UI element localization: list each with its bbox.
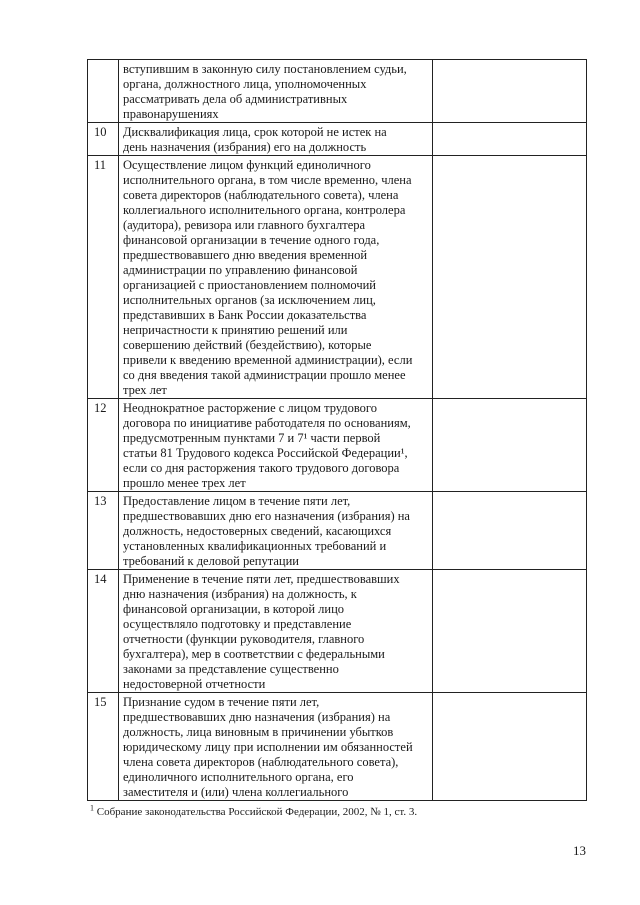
empty-cell [433, 123, 587, 156]
table-row [88, 693, 587, 801]
row-number [88, 60, 119, 123]
text-line: совершению действий (бездействию), которые [123, 338, 372, 352]
text-line: (аудитора), ревизора или главного бухгалтера [123, 218, 366, 232]
text-line: со дня введения такой администрации прошло менее [123, 368, 406, 382]
text-line: Применение в течение пяти лет, предшествовавших [123, 572, 400, 586]
text-line: требований к деловой репутации [123, 554, 299, 568]
row-number: 10 [88, 123, 119, 156]
text-line: трех лет [123, 383, 167, 397]
text-line: заместителя и (или) члена коллегиального [123, 785, 349, 799]
text-line: предусмотренным пунктами 7 и 7¹ части первой [123, 431, 381, 445]
footnote-rule [90, 800, 250, 801]
empty-cell [433, 492, 587, 570]
empty-cell [433, 60, 587, 123]
text-line: рассматривать дела об административных [123, 92, 348, 106]
text-line: юридическому лицу при исполнении им обязанностей [123, 740, 413, 754]
text-line: день назначения (избрания) его на должность [123, 140, 367, 154]
text-line: осуществляло подготовку и представление [123, 617, 352, 631]
text-line: исполнительного органа, в том числе временно, члена [123, 173, 412, 187]
empty-cell [433, 693, 587, 801]
criterion-text [119, 60, 433, 123]
text-line: статьи 81 Трудового кодекса Российской Федерации¹, [123, 446, 408, 460]
text-line: прошло менее трех лет [123, 476, 246, 490]
text-line: единоличного исполнительного органа, его [123, 770, 354, 784]
text-line: члена совета директоров (наблюдательного совета), [123, 755, 399, 769]
criteria-table [87, 59, 587, 801]
text-line: организацией с приостановлением полномочий [123, 278, 376, 292]
criterion-text [119, 156, 433, 399]
text-line: Неоднократное расторжение с лицом трудового [123, 401, 377, 415]
criterion-text [119, 492, 433, 570]
text-line: коллегиального исполнительного органа, контролера [123, 203, 406, 217]
row-number: 14 [88, 570, 119, 693]
criterion-text [119, 693, 433, 801]
text-line: законами за представление существенно [123, 662, 339, 676]
text-line: предшествовавших дню его назначения (избрания) на [123, 509, 410, 523]
text-line: Осуществление лицом функций единоличного [123, 158, 371, 172]
text-line: финансовой организации, в которой лицо [123, 602, 345, 616]
row-number: 15 [88, 693, 119, 801]
text-line: администрации по управлению финансовой [123, 263, 358, 277]
row-number: 11 [88, 156, 119, 399]
text-line: предшествовавших дню назначения (избрания) на [123, 710, 391, 724]
footnote [90, 803, 418, 818]
text-line: бухгалтера), мер в соответствии с федеральными [123, 647, 385, 661]
text-line: органа, должностного лица, уполномоченных [123, 77, 367, 91]
footnote-marker: 1 [90, 803, 94, 813]
text-line: привели к введению временной администрации), если [123, 353, 413, 367]
text-line: договора по инициативе работодателя по основаниям, [123, 416, 411, 430]
row-number: 13 [88, 492, 119, 570]
text-line: финансовой организации в течение одного года, [123, 233, 380, 247]
text-line: Признание судом в течение пяти лет, [123, 695, 320, 709]
table-row [88, 123, 587, 156]
page-number: 13 [573, 843, 586, 858]
table-row [88, 156, 587, 399]
text-line: непричастности к принятию решений или [123, 323, 348, 337]
text-line: Предоставление лицом в течение пяти лет, [123, 494, 351, 508]
table-row [88, 60, 587, 123]
text-line: представивших в Банк России доказательства [123, 308, 367, 322]
text-line: Дисквалификация лица, срок которой не истек на [123, 125, 387, 139]
row-number: 12 [88, 399, 119, 492]
text-line: отчетности (функции руководителя, главного [123, 632, 365, 646]
empty-cell [433, 156, 587, 399]
criterion-text [119, 399, 433, 492]
text-line: должность, лица виновным в причинении убытков [123, 725, 394, 739]
table-row [88, 399, 587, 492]
text-line: предшествовавшего дню введения временной [123, 248, 368, 262]
text-line: совета директоров (наблюдательного совета), члена [123, 188, 399, 202]
table-row [88, 570, 587, 693]
text-line: недостоверной отчетности [123, 677, 266, 691]
table-row [88, 492, 587, 570]
footnote-text: Собрание законодательства Российской Федерации, 2002, № 1, ст. 3. [96, 806, 418, 818]
text-line: если со дня расторжения такого трудового договора [123, 461, 400, 475]
text-line: дню назначения (избрания) на должность, к [123, 587, 357, 601]
text-line: исполнительных органов (за исключением лиц, [123, 293, 376, 307]
empty-cell [433, 570, 587, 693]
text-line: должность, недостоверных сведений, касающихся [123, 524, 392, 538]
criterion-text [119, 123, 433, 156]
empty-cell [433, 399, 587, 492]
text-line: установленных квалификационных требований и [123, 539, 387, 553]
criterion-text [119, 570, 433, 693]
text-line: правонарушениях [123, 107, 219, 121]
text-line: вступившим в законную силу постановлением судьи, [123, 62, 407, 76]
